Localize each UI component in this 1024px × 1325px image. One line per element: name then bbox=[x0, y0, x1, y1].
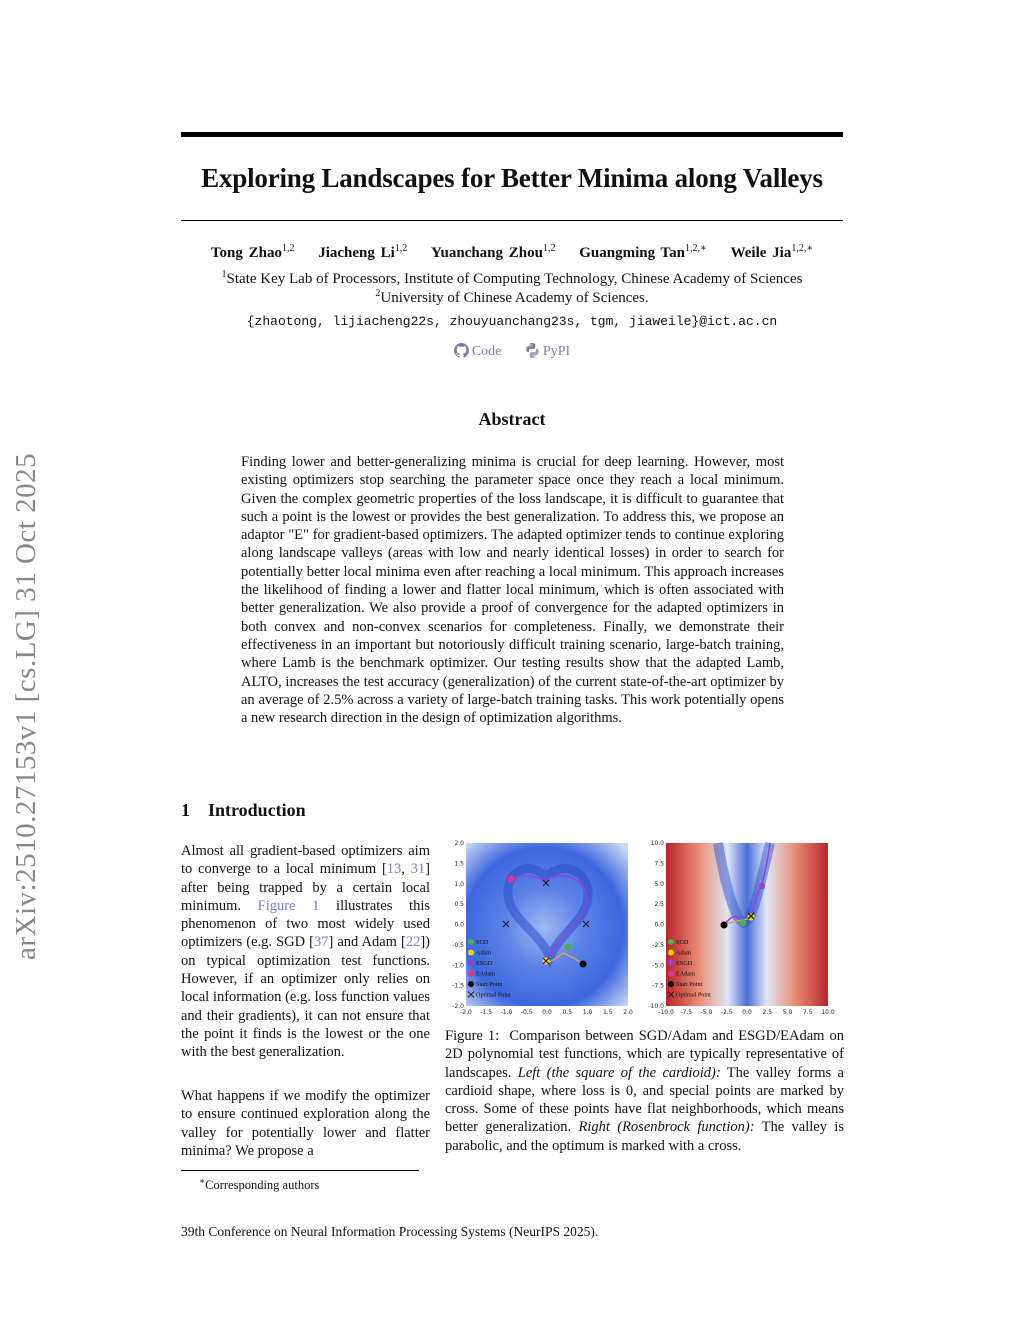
citation-link[interactable]: 37 bbox=[313, 934, 329, 951]
y-tick-label: -5.0 bbox=[652, 962, 664, 970]
y-tick-label: -0.5 bbox=[452, 941, 464, 949]
sgd-point-right bbox=[740, 920, 747, 927]
section-heading: 1 Introduction bbox=[181, 800, 306, 820]
citation-link[interactable]: 31 bbox=[410, 861, 426, 878]
affiliation-2: $^2$University of Chinese Academy of Sciences. bbox=[375, 288, 649, 306]
y-tick-label: 0.0 bbox=[654, 921, 664, 929]
footnote-rule bbox=[181, 1170, 419, 1171]
start-point bbox=[580, 961, 587, 968]
y-tick-label: 7.5 bbox=[654, 860, 664, 868]
project-links bbox=[181, 343, 843, 360]
figure-caption: Figure 1: Comparison between SGD/Adam and ESGD/EAdam on 2D polynomial test functions, which are typically representative of landscapes. Left (the square of the cardioid): The valley forms a cardioid shape, where loss is 0, and special points are marked by cross. Some of these points have flat neighborhoods, which means better generalization. Right (Rosenbrock function): The valley is parabolic, and the optimum is marked with a cross. bbox=[445, 1028, 844, 1154]
x-tick-label: 0.0 bbox=[542, 1009, 552, 1016]
legend-entry: EAdam bbox=[476, 970, 495, 978]
legend-entry: Start Point bbox=[676, 981, 703, 988]
x-tick-label: 2.0 bbox=[623, 1009, 633, 1016]
legend-entry: SGD bbox=[676, 939, 689, 946]
x-tick-label: 1.5 bbox=[602, 1009, 613, 1016]
adam-point-right bbox=[748, 914, 755, 921]
y-tick-label: -1.0 bbox=[452, 962, 464, 970]
legend-entry: Optimal Point bbox=[676, 991, 711, 999]
author-emails: {zhaotong, lijiacheng22s, zhouyuanchang23s, tgm, jiaweile}@ict.ac.cn bbox=[246, 314, 778, 329]
x-tick-label: -2.0 bbox=[460, 1009, 472, 1016]
legend-entry: Adam bbox=[676, 949, 692, 957]
right-panel-rosenbrock bbox=[648, 840, 834, 1016]
intro-paragraph-1: Almost all gradient-based optimizers aim to converge to a local minimum [13, 31] after being trapped by a certain local minimum. Figure 1 illustrates this phenomenon of two most widely used optimizers (e.g. SGD [37] and Adam [22]) on typical optimization test functions. However, if an optimizer only relies on local information (e.g. loss function values and their gradients), it can not ensure that the point it finds is the lowest or the one with the best generalization. bbox=[181, 843, 430, 1061]
title-rule-top bbox=[181, 132, 843, 137]
author: Weile Jia$^{1,2,∗}$ bbox=[730, 243, 814, 261]
x-tick-label: -10.0 bbox=[658, 1009, 674, 1016]
legend-marker bbox=[668, 950, 674, 956]
y-tick-label: -2.5 bbox=[652, 941, 664, 949]
conference-note: 39th Conference on Neural Information Processing Systems (NeurIPS 2025). bbox=[181, 1224, 599, 1239]
author: Yuanchang Zhou$^{1,2}$ bbox=[431, 243, 556, 261]
legend-marker bbox=[668, 981, 674, 987]
legend-marker bbox=[668, 960, 674, 966]
legend-marker bbox=[668, 971, 674, 977]
y-tick-label: 0.5 bbox=[454, 901, 464, 909]
legend-marker bbox=[468, 939, 474, 945]
x-tick-label: 0.0 bbox=[742, 1009, 752, 1016]
paper-title: Exploring Landscapes for Better Minima along Valleys bbox=[201, 163, 823, 193]
sgd-point bbox=[565, 944, 572, 951]
y-tick-label: 1.0 bbox=[454, 880, 464, 888]
legend-entry: ESGD bbox=[676, 960, 693, 967]
legend-marker bbox=[468, 971, 474, 977]
x-tick-label: 10.0 bbox=[821, 1009, 835, 1016]
pypi-link[interactable]: PyPI bbox=[525, 344, 570, 359]
abstract-heading: Abstract bbox=[478, 409, 546, 429]
x-tick-label: 1.0 bbox=[582, 1009, 593, 1016]
x-tick-label: -5.0 bbox=[700, 1009, 713, 1016]
legend-entry: EAdam bbox=[676, 970, 695, 978]
y-tick-label: -10.0 bbox=[648, 1003, 664, 1010]
x-tick-label: 5.0 bbox=[782, 1009, 793, 1016]
code-link[interactable]: Code bbox=[454, 344, 505, 359]
x-tick-label: -0.5 bbox=[520, 1009, 533, 1016]
github-icon bbox=[454, 343, 469, 358]
citation-link[interactable]: 13 bbox=[386, 861, 402, 878]
y-tick-label: 0.0 bbox=[454, 921, 464, 929]
legend-entry: Adam bbox=[476, 949, 492, 957]
abstract-text: Finding lower and better-generalizing minima is crucial for deep learning. However, most existing optimizers stop searching the parameter space once they reach a local minimum. Given the complex geometric properties of the loss landscape, it is difficult to guarantee that such a point is the lowest or provides the best generalization. To address this, we propose an adaptor "E" for gradient-based optimizers. The adapted optimizer tends to continue exploring along landscape valleys (areas with low and nearly identical losses) in order to search for potentially better local minima even after reaching a local minimum. This approach increases the likelihood of finding a lower and flatter local minimum, which is often associated with better generalization. We also provide a proof of convergence for the adapted optimizers in both convex and non-convex scenarios for completeness. Finally, we demonstrate their effectiveness in an important but notoriously difficult training scenario, large-batch training, where Lamb is the benchmark optimizer. Our testing results show that the adapted Lamb, ALTO, increases the test accuracy (generalization) of the current state-of-the-art optimizer by an average of 2.5% across a variety of large-batch training tasks. This work potentially opens a new research direction in the design of optimization algorithms. bbox=[241, 454, 784, 727]
start-point-right bbox=[721, 922, 728, 929]
title-rule-bottom bbox=[181, 220, 843, 221]
legend-marker bbox=[468, 981, 474, 987]
legend-entry: Start Point bbox=[476, 981, 503, 988]
citation-link[interactable]: 22 bbox=[405, 934, 421, 951]
figure-1 bbox=[440, 835, 845, 1017]
y-tick-label: 2.0 bbox=[454, 840, 464, 847]
arxiv-identifier: arXiv:2510.27153v1 [cs.LG] 31 Oct 2025 bbox=[10, 452, 42, 960]
x-tick-label: 2.5 bbox=[762, 1009, 773, 1016]
legend-marker bbox=[468, 960, 474, 966]
y-tick-label: -2.0 bbox=[452, 1003, 464, 1010]
x-tick-label: -7.5 bbox=[680, 1009, 693, 1016]
x-tick-label: -2.5 bbox=[720, 1009, 733, 1016]
affiliation-1: $^1$State Key Lab of Processors, Institute of Computing Technology, Chinese Academy of Sciences bbox=[221, 269, 803, 287]
author: Jiacheng Li$^{1,2}$ bbox=[318, 243, 408, 261]
python-icon bbox=[525, 343, 540, 358]
y-tick-label: -7.5 bbox=[652, 982, 664, 990]
x-tick-label: 7.5 bbox=[802, 1009, 813, 1016]
legend-marker bbox=[468, 950, 474, 956]
legend-marker bbox=[668, 939, 674, 945]
esgd-point-right bbox=[759, 883, 765, 889]
author: Tong Zhao$^{1,2}$ bbox=[210, 243, 295, 261]
figure-link[interactable]: Figure 1 bbox=[257, 897, 320, 914]
y-tick-label: 10.0 bbox=[650, 840, 664, 847]
intro-paragraph-2: What happens if we modify the optimizer to ensure continued exploration along the valley for potentially lower and flatter minima? We propose a bbox=[181, 1088, 430, 1159]
x-tick-label: 0.5 bbox=[562, 1009, 573, 1016]
legend-entry: Optimal Point bbox=[476, 991, 511, 999]
author: Guangming Tan$^{1,2,∗}$ bbox=[579, 243, 707, 261]
x-tick-label: -1.0 bbox=[500, 1009, 513, 1016]
y-tick-label: 2.5 bbox=[654, 901, 664, 909]
y-tick-label: 5.0 bbox=[654, 880, 664, 888]
y-tick-label: 1.5 bbox=[454, 860, 464, 868]
y-tick-label: -1.5 bbox=[452, 982, 464, 990]
footnote: ∗Corresponding authors bbox=[199, 1176, 320, 1193]
author-list bbox=[181, 243, 843, 262]
legend-entry: ESGD bbox=[476, 960, 493, 967]
left-panel-cardioid bbox=[452, 840, 633, 1016]
x-tick-label: -1.5 bbox=[480, 1009, 493, 1016]
legend-entry: SGD bbox=[476, 939, 489, 946]
eadam-point bbox=[508, 876, 515, 883]
